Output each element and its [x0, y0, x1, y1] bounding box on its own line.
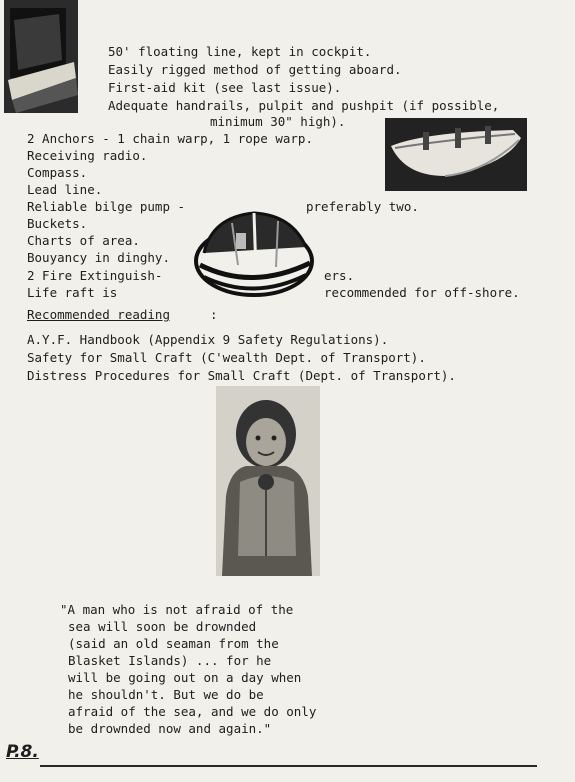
list-item: Charts of area.	[27, 233, 140, 248]
list-item: Bouyancy in dinghy.	[27, 250, 170, 265]
bilge-pump-line: Reliable bilge pump -	[27, 199, 186, 214]
heading-colon: :	[210, 307, 218, 322]
life-raft-line: Life raft is	[27, 285, 118, 300]
quote-line: (said an old seaman from the	[68, 636, 279, 651]
list-item: Lead line.	[27, 182, 103, 197]
list-item-continued: minimum 30" high).	[210, 114, 346, 129]
quote-line: "A man who is not afraid of the	[60, 602, 294, 617]
reading-item: Safety for Small Craft (C'wealth Dept. of Transport).	[27, 350, 426, 365]
footer-rule	[40, 765, 537, 767]
fire-extinguisher-line-end: ers.	[324, 268, 355, 283]
quote-line: Blasket Islands) ... for he	[68, 653, 272, 668]
list-item: First-aid kit (see last issue).	[108, 80, 342, 95]
life-raft-line-end: recommended for off-shore.	[324, 285, 520, 300]
life-jacket-photo	[216, 386, 320, 576]
reading-item: Distress Procedures for Small Craft (Dept. of Transport).	[27, 368, 456, 383]
recommended-reading-heading: Recommended reading	[27, 307, 170, 322]
quote-line: sea will soon be drownded	[68, 619, 257, 634]
quote-line: be drownded now and again."	[68, 721, 272, 736]
quote-line: will be going out on a day when	[68, 670, 302, 685]
list-item: Compass.	[27, 165, 88, 180]
list-item: 50' floating line, kept in cockpit.	[108, 44, 372, 59]
list-item: Buckets.	[27, 216, 88, 231]
list-item: Easily rigged method of getting aboard.	[108, 62, 402, 77]
fire-extinguisher-line: 2 Fire Extinguish-	[27, 268, 163, 283]
equipment-photo	[4, 0, 78, 113]
page-number: P.8.	[6, 742, 39, 762]
list-item: Adequate handrails, pulpit and pushpit (if possible,	[108, 98, 500, 113]
dinghy-photo	[385, 118, 527, 191]
life-raft-illustration	[192, 203, 322, 303]
bilge-pump-line-end: preferably two.	[306, 199, 419, 214]
anchors-line: 2 Anchors - 1 chain warp, 1 rope warp.	[27, 131, 313, 146]
reading-item: A.Y.F. Handbook (Appendix 9 Safety Regulations).	[27, 332, 389, 347]
quote-line: he shouldn't. But we do be	[68, 687, 264, 702]
quote-line: afraid of the sea, and we do only	[68, 704, 317, 719]
list-item: Receiving radio.	[27, 148, 148, 163]
